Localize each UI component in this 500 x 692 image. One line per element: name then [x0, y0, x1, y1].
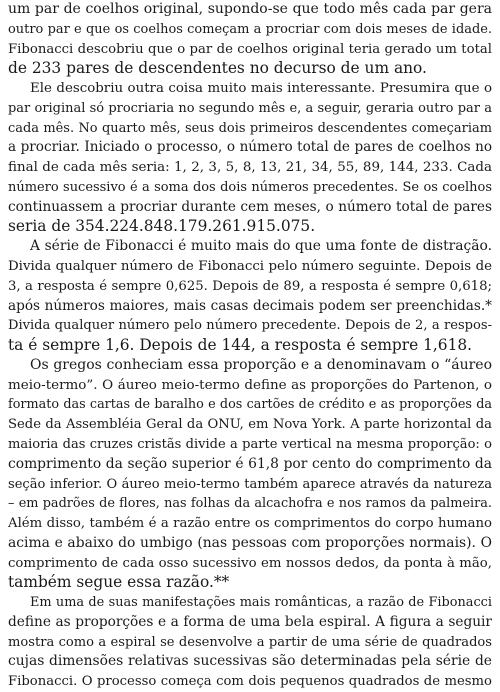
text-line: um par de coelhos original, supondo-se que todo mês cada par gera	[8, 1, 492, 17]
text-line: mostra como a espiral se desenvolve a partir de uma série de quadrados	[8, 634, 492, 650]
text-line: final de cada mês seria: 1, 2, 3, 5, 8, 13, 21, 34, 55, 89, 144, 233. Cada	[8, 160, 492, 176]
text-line: formato das cartas de baralho e dos cartões de crédito e as proporções da	[8, 397, 492, 413]
text-line: número sucessivo é a soma dos dois números precedentes. Se os coelhos	[8, 179, 492, 195]
text-line: Os gregos conheciam essa proporção e a denominavam o “áureo	[30, 356, 492, 373]
text-line: maioria das cruzes cristãs divide a parte vertical na mesma proporção: o	[8, 436, 492, 452]
text-line: – em padrões de flores, nas folhas da alcachofra e nos ramos da palmeira.	[8, 496, 492, 512]
text-line: 3, a resposta é sempre 0,625. Depois de 89, a resposta é sempre 0,618;	[8, 278, 492, 294]
text-line: Além disso, também é a razão entre os comprimentos do corpo humano	[8, 516, 492, 532]
book-page	[8, 0, 492, 692]
text-line: Fibonacci descobriu que o par de coelhos original teria gerado um total	[8, 41, 492, 57]
text-line: Fibonacci. O processo começa com dois pequenos quadrados de mesmo	[8, 674, 492, 690]
text-line: ta é sempre 1,6. Depois de 144, a resposta é sempre 1,618.	[8, 336, 473, 355]
text-line: acima e abaixo do umbigo (nas pessoas com proporções normais). O	[8, 534, 492, 551]
text-line: também segue essa razão.**	[8, 573, 230, 592]
text-line: meio-termo”. O áureo meio-termo define as proporções do Partenon, o	[8, 376, 492, 393]
text-line: Divida qualquer número de Fibonacci pelo número seguinte. Depois de	[8, 259, 492, 275]
text-line: define as proporções e a forma de uma bela espiral. A figura a seguir	[8, 613, 492, 630]
text-line: A série de Fibonacci é muito mais do que uma fonte de distração.	[30, 238, 492, 255]
text-line: par original só procriaria no segundo mês e, a seguir, geraria outro par a	[8, 100, 492, 116]
text-line: comprimento da seção superior é 61,8 por cento do comprimento da	[8, 455, 492, 472]
text-line: cada mês. No quarto mês, seus dois primeiros descendentes começariam	[8, 120, 492, 136]
text-line: seria de 354.224.848.179.261.915.075.	[8, 217, 316, 236]
text-line: outro par e que os coelhos começam a procriar com dois meses de idade.	[8, 21, 492, 37]
text-line: a procriar. Iniciado o processo, o número total de pares de coelhos no	[8, 139, 492, 156]
text-line: após números maiores, mais casas decimais podem ser preenchidas.*	[8, 297, 492, 314]
text-line: Sede da Assembléia Geral da ONU, em Nova York. A parte horizontal da	[8, 417, 492, 433]
text-line: cujas dimensões relativas sucessivas são determinadas pela série de	[8, 653, 492, 670]
text-line: Em uma de suas manifestações mais românticas, a razão de Fibonacci	[30, 595, 492, 611]
text-line: continuassem a procriar durante cem meses, o número total de pares	[8, 198, 492, 215]
text-line: Divida qualquer número pelo número precedente. Depois de 2, a respos-	[8, 318, 492, 334]
text-line: seção inferior. O áureo meio-termo também aparece através da natureza	[8, 476, 492, 492]
text-line: comprimento de cada osso sucessivo em nossos dedos, da ponta à mão,	[8, 555, 492, 571]
text-line: Ele descobriu outra coisa muito mais interessante. Presumira que o	[30, 81, 492, 97]
text-line: de 233 pares de descendentes no decurso de um ano.	[8, 59, 427, 78]
